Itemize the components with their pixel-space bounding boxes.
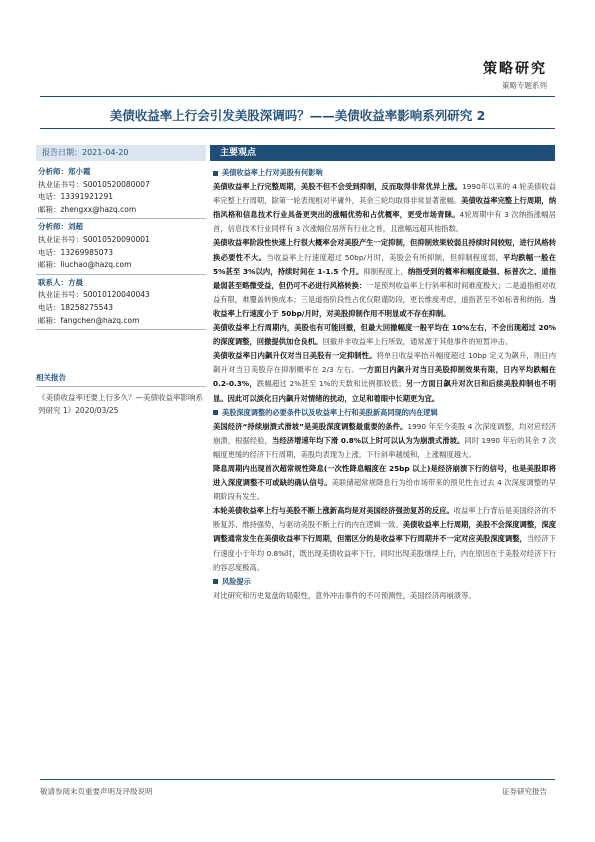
square-bullet-icon (213, 410, 218, 415)
square-bullet-icon (213, 579, 218, 584)
analyst-card (36, 219, 206, 274)
section-heading: 美股深度调整的必要条件以及收益率上行和美股新高同现的内在逻辑 (213, 406, 556, 420)
analyst-name: 分析师：郑小霞 (38, 167, 91, 176)
paragraph: 对比研究和历史复盘的局限性，意外冲击事件的不可预测性，美国经济再崩溃等。 (213, 590, 476, 600)
paragraph: 美国经济“持续崩溃式滑坡”是美股深度调整最重要的条件。1990 年至今美股 4 次深度调整，均对应经济崩溃，根据经验，当经济增速年均下滑 0.8%以上时可以认为为崩溃式滑坡。同时 1990 年后的其余 7 次幅度更缓的经济下行周期，美股均表现为上涨，下行斜率越缓和，上涨幅度越大。 (213, 421, 556, 459)
footer-disclaimer: 敬请参阅末页重要声明及评级说明 (40, 787, 153, 796)
header-subtitle: 策略专题系列 (502, 81, 547, 90)
paragraph: 降息周期内出现首次超常规性降息(一次性降息幅度在 25bp 以上)是经济崩溃下行的信号，也是美股即将进入深度调整不可或缺的确认信号。美联储超常规降息行为给市场带来的预见性在过去 4 次深度调整的早期阶段有发生。 (213, 463, 557, 502)
analyst-license: 执业证书号：S0010520090001 (38, 234, 150, 244)
title-divider (40, 128, 555, 129)
contact-card (36, 275, 206, 330)
report-date: 报告日期：2021-04-20 (36, 145, 206, 161)
related-reports-heading: 相关报告 (36, 372, 206, 387)
analyst-license: 执业证书号：S0010520080007 (38, 179, 150, 189)
paragraph: 美债收益率日内飙升仅对当日美股有一定抑制性。将单日收益率抬升幅度超过 10bp 定义为飙升，则日内飙升对当日美股存在抑制概率在 2/3 左右。一方面日内飙升对当日美股抑制效果有限，日内平均跌幅在 0.2-0.3%，跌幅超过 2%甚至 1%的天数和比例都较低；另一方面日飙升对次日和后续美股抑制也不明显。因此可以淡化日内飙升对情绪的扰动，立足和着眼中长期更为宜。 (213, 351, 557, 403)
footer-label: 证券研究报告 (502, 787, 547, 796)
paragraph: 美债收益率阶段性快速上行很大概率会对美股产生一定抑制，但抑制效果较弱且持续时间较短，进行风格转换必要性不大。当收益率上行速度超过 50bp/月时，美股会有所抑制，但抑制程度弱，平均跌幅一般在 5%甚至 3%以内，持续时间在 1-1.5 个月。抑制程度上，纳指受到的概率和幅度最强、标普次之、道指最弱甚至略微受益，但仍可不必进行风格转换：一是预判收益率上行斜率和时间难度极大；二是道指相对收益有限，难覆盖转换成本；三是道指阶段性占优仅限谨防段，更长维度考虑，道指甚至不如标普和纳指。当收益率上行速度小于 50bp/月时，对美股抑制作用不明显或不存在抑制。 (213, 238, 557, 318)
analyst-list (36, 164, 206, 330)
header-title: 策略研究 (483, 61, 547, 77)
analyst-email[interactable]: 邮箱：liuchao@hazq.com (38, 260, 132, 270)
contact-license: 执业证书号：S0010120040043 (38, 290, 150, 300)
contact-email[interactable]: 邮箱：fangchen@hazq.com (38, 315, 140, 325)
key-points-heading: 主要观点 (210, 145, 555, 161)
analyst-phone: 电话：13269985073 (38, 247, 113, 257)
analyst-card (36, 164, 206, 219)
analyst-email[interactable]: 邮箱：zhengxx@hazq.com (38, 204, 137, 214)
square-bullet-icon (213, 171, 218, 176)
header-divider (40, 96, 555, 97)
key-points-body (213, 166, 556, 603)
report-title: 美债收益率上行会引发美股深调吗？——美债收益率影响系列研究 2 (109, 108, 486, 123)
paragraph: 美债收益率上行完整周期，美股不但不会受到抑制，反而取得非常优异上涨。1990年以来的 4 轮美债收益率完整上行周期，除第一轮表现相对平庸外，其余三轮均取得非常显著涨幅。美债收益率完整上行周期，纳指风格和信息技术行业具备更突出的涨幅优势和占优概率，更受市场青睐。4轮周期中有 3 次纳指涨幅居首，信息技术行业同样有 3 次涨幅位居所有行业之首，且涨幅远超其他指数。 (213, 182, 557, 234)
contact-phone: 电话：18258275543 (38, 302, 113, 312)
section-heading: 美债收益率上行对美股有何影响 (213, 166, 556, 180)
contact-name: 联系人：方晨 (38, 277, 83, 287)
section-heading: 风险提示 (213, 575, 556, 589)
paragraph: 本轮美债收益率上行与美股不断上涨新高均是对美国经济强劲复苏的反应。收益率上行背后是美国经济的不断复苏、维持强势，与驱动美股不断上行的内在逻辑一致。美债收益率上行周期，美股不会深度调整，深度调整通常发生在美债收益率下行周期，但需区分的是收益率下行周期并不一定对应美股深度调整，当经济下行速度小于年均 0.8%时，既出现美债收益率下行，同时出现美股继续上行，内在原因在于美股对经济下行的容忍度极高。 (213, 506, 557, 572)
analyst-name: 分析师：刘超 (38, 222, 83, 232)
paragraph: 美债收益率上行周期内，美股也有可能回撤，但最大回撤幅度一般平均在 10%左右，不会出现超过 20%的深度调整，回撤提供加仓良机。回撤并非收益率上行所致，通常源于其他事件的短暂冲击。 (213, 323, 556, 347)
related-report-link[interactable]: 《美债收益率还要上行多久？—美债收益率影响系列研究 1》2020/03/25 (38, 393, 203, 415)
analyst-phone: 电话：13391921291 (38, 192, 113, 202)
footer-divider (40, 779, 555, 780)
